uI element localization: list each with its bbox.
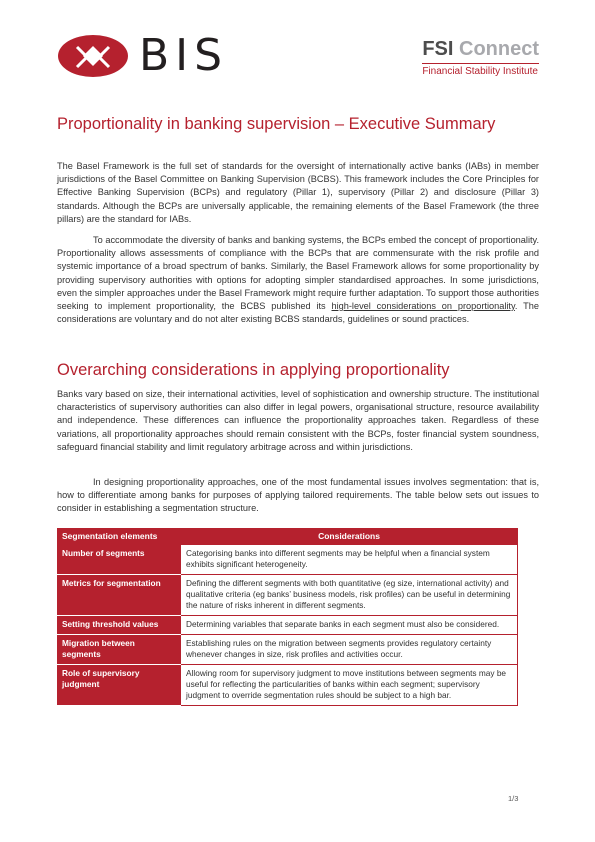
- table-row: [57, 545, 518, 575]
- segmentation-table: [57, 528, 518, 706]
- proportionality-considerations-link[interactable]: high-level considerations on proportionality: [331, 301, 515, 312]
- bis-emblem-icon: [57, 34, 129, 78]
- intro-paragraph-1: The Basel Framework is the full set of standards for the oversight of internationally active banks (IABs) in member jurisdictions of the Basel Committee on Banking Supervision (BCBS). This framework includes the Core Principles for Effective Banking Supervision (BCPs) and regulatory (Pillar 1), supervisory (Pillar 2) and disclosure (Pillar 3) standards. Although the BCPs are universally applicable, the remaining elements of the Basel Framework (the three pillars) are the standard for IABs.: [57, 161, 539, 224]
- fsi-suffix: Connect: [459, 38, 539, 60]
- table-row: [57, 635, 518, 665]
- row-consideration: Allowing room for supervisory judgment to move institutions between segments may be useful for reflecting the particularities of banks within each segment; supervisory judgment to override segmentation rules should be subject to a high bar.: [181, 665, 518, 706]
- table-row: [57, 616, 518, 635]
- row-element: Number of segments: [57, 545, 181, 575]
- page-title: Proportionality in banking supervision – Executive Summary: [57, 115, 496, 133]
- page-number: 1/3: [508, 794, 519, 803]
- row-consideration: Establishing rules on the migration between segments provides regulatory certainty whenever changes in size, risk profiles and activities occur.: [181, 635, 518, 665]
- fsi-divider: [422, 63, 539, 64]
- fsi-prefix: FSI: [422, 38, 454, 60]
- table-header-row: [57, 528, 518, 545]
- section-paragraph-2: In designing proportionality approaches, one of the most fundamental issues involves segmentation: that is, how to differentiate among banks for purposes of applying tailored requirements. The table below sets out issues to consider in establishing a segmentation structure.: [57, 477, 539, 514]
- section-title: Overarching considerations in applying proportionality: [57, 361, 450, 379]
- row-element: Migration between segments: [57, 635, 181, 665]
- section-paragraph-1: Banks vary based on size, their international activities, level of sophistication and ownership structure. The institutional characteristics of supervisory authorities can also differ in legal powers, organisational structure, resource availability and independence. These differences can influence the proportionality approaches taken. Regardless of these variations, all proportionality approaches should remain consistent with the BCPs, foster financial system soundness, safeguard financial stability and limit regulatory arbitrage across and within jurisdictions.: [57, 389, 539, 452]
- header-segmentation-elements: Segmentation elements: [57, 528, 181, 545]
- bis-logo: [57, 30, 229, 81]
- fsi-connect-logo: [422, 38, 539, 77]
- intro-paragraph-2: [57, 234, 539, 326]
- fsi-subtitle: Financial Stability Institute: [422, 66, 538, 77]
- header-considerations: Considerations: [181, 528, 518, 545]
- page-header: [57, 32, 539, 92]
- row-consideration: Categorising banks into different segments may be helpful when a financial system exhibits significant heterogeneity.: [181, 545, 518, 575]
- row-element: Setting threshold values: [57, 616, 181, 635]
- bis-wordmark: BIS: [139, 30, 229, 81]
- row-consideration: Defining the different segments with both quantitative (eg size, international activity) and qualitative criteria (eg banks’ business models, risk profiles) can be useful in determining the nature of risks inherent in different segments.: [181, 575, 518, 616]
- table-row: [57, 665, 518, 706]
- intro-p2-text: To accommodate the diversity of banks and banking systems, the BCPs embed the concept of proportionality. Proportionality allows assessments of compliance with the BCPs that are commensurate with the risk profile and systemic importance of a broad spectrum of banks. Similarly, the Basel Framework allows for some proportionality by providing supervisory authorities with options for adopting simpler standardised approaches. In some jurisdictions, even the simpler approaches under the Basel Framework might require further adaptation. To support those authorities seeking to implement proportionality, the BCBS published its: [57, 235, 539, 312]
- table-row: [57, 575, 518, 616]
- row-consideration: Determining variables that separate banks in each segment must also be considered.: [181, 616, 518, 635]
- row-element: Metrics for segmentation: [57, 575, 181, 616]
- row-element: Role of supervisory judgment: [57, 665, 181, 706]
- intro-p2-end: . The considerations are voluntary and do not alter existing BCBS standards, guidelines or sound practices.: [57, 301, 539, 325]
